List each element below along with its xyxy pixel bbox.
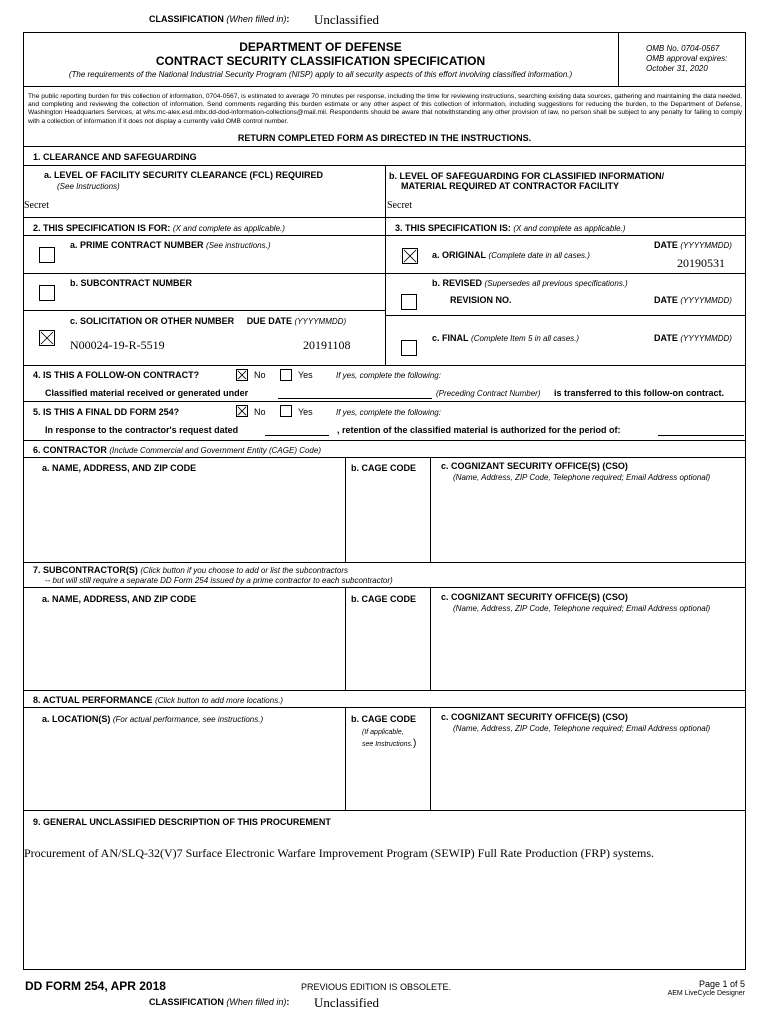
s5-yes-label: Yes (298, 407, 313, 417)
s4-preceding-contract-field[interactable] (278, 398, 432, 399)
divider (23, 146, 746, 147)
s3c-date-hint: (YYYYMMDD) (680, 334, 732, 343)
classification-colon: : (286, 997, 290, 1007)
s7c-label: c. COGNIZANT SECURITY OFFICE(S) (CSO) (441, 592, 628, 602)
s3c-hint: (Complete Item 5 in all cases.) (471, 334, 580, 343)
s6-title (33, 445, 321, 455)
omb-expires-date: October 31, 2020 (646, 64, 708, 73)
s1b-label-line1: b. LEVEL OF SAFEGUARDING FOR CLASSIFIED INFORMATION/ (389, 171, 665, 181)
divider (23, 365, 746, 366)
s7-title-text: 7. SUBCONTRACTOR(S) (33, 565, 138, 575)
s2-title-text: 2. THIS SPECIFICATION IS FOR: (33, 223, 171, 233)
divider (345, 587, 346, 690)
s3b-checkbox[interactable] (401, 294, 417, 310)
divider (23, 401, 746, 402)
s3a-checkbox[interactable] (402, 248, 418, 264)
s3c-label-text: c. FINAL (432, 333, 469, 343)
divider (385, 273, 746, 274)
form-title: CONTRACT SECURITY CLASSIFICATION SPECIFICATION (155, 54, 486, 68)
s2a-label (70, 240, 271, 250)
s3b-date-label: DATE (654, 295, 678, 305)
s3a-date-label: DATE (654, 240, 678, 250)
classification-value-top[interactable]: Unclassified (314, 12, 379, 27)
s8b-hint-paren: ) (412, 738, 417, 749)
s3c-date-header (654, 333, 732, 343)
classification-label-top (149, 14, 289, 24)
s4-no-checkbox[interactable] (236, 369, 248, 381)
s6-hint: (Include Commercial and Government Entity (CAGE) Code) (109, 446, 321, 455)
s7-title (33, 565, 348, 575)
s8a-location-field[interactable] (30, 728, 340, 804)
s8c-hint: (Name, Address, ZIP Code, Telephone required; Email Address optional) (453, 724, 711, 733)
s5-no-label: No (254, 407, 266, 417)
s2a-prime-contract-field[interactable] (66, 252, 376, 268)
divider (23, 310, 385, 311)
s6c-label: c. COGNIZANT SECURITY OFFICE(S) (CSO) (441, 461, 628, 471)
divider (23, 810, 746, 811)
s7c-cso-field[interactable] (436, 616, 741, 684)
s8b-label: b. CAGE CODE (351, 714, 417, 724)
s6a-contractor-field[interactable] (30, 478, 340, 556)
omb-number: OMB No. 0704-0567 (646, 44, 720, 53)
s1-title: 1. CLEARANCE AND SAFEGUARDING (33, 152, 197, 162)
s9-title: 9. GENERAL UNCLASSIFIED DESCRIPTION OF THIS PROCUREMENT (33, 817, 331, 827)
s2c-label-text: c. SOLICITATION OR OTHER NUMBER (70, 316, 235, 326)
s2c-due-hint: (YYYYMMDD) (294, 317, 347, 326)
divider (430, 587, 431, 690)
x-mark-icon (237, 406, 247, 416)
s2-title (33, 223, 285, 233)
s8-hint: (Click button to add more locations.) (155, 696, 284, 705)
classification-colon: : (286, 14, 290, 24)
s7b-cage-field[interactable] (350, 608, 426, 684)
s6c-hint: (Name, Address, ZIP Code, Telephone required; Email Address optional) (453, 473, 711, 482)
s3c-checkbox[interactable] (401, 340, 417, 356)
obsolete-notice: PREVIOUS EDITION IS OBSOLETE. (301, 982, 452, 992)
s3b-label-text: b. REVISED (432, 278, 483, 288)
s1b-label-line2: MATERIAL REQUIRED AT CONTRACTOR FACILITY (401, 181, 619, 191)
divider (23, 587, 746, 588)
divider (23, 562, 746, 563)
s5-retention-label: , retention of the classified material is authorized for the period of: (337, 425, 621, 435)
form-number: DD FORM 254, APR 2018 (25, 979, 166, 993)
s3a-date-hint: (YYYYMMDD) (680, 241, 732, 250)
s4-line-label: Classified material received or generated under (45, 388, 249, 398)
s2b-label: b. SUBCONTRACT NUMBER (70, 278, 192, 288)
header-divider (618, 32, 619, 86)
designer-tag: AEM LiveCycle Designer (667, 990, 745, 997)
s8-title-text: 8. ACTUAL PERFORMANCE (33, 695, 153, 705)
s2c-label (70, 316, 346, 326)
s7a-subcontractor-field[interactable] (30, 608, 340, 684)
s4-yes-label: Yes (298, 370, 313, 380)
s7a-label: a. NAME, ADDRESS, AND ZIP CODE (42, 594, 197, 604)
s7-hint2: -- but will still require a separate DD Form 254 issued by a prime contractor to each subcontractor) (45, 576, 393, 585)
s2a-hint: (See instructions.) (206, 241, 271, 250)
s3a-date-header (654, 240, 732, 250)
s6-title-text: 6. CONTRACTOR (33, 445, 107, 455)
s8a-label (42, 714, 263, 724)
s8c-cso-field[interactable] (436, 738, 741, 804)
s1b-safeguarding-field[interactable]: Secret (387, 200, 412, 211)
x-mark-icon (40, 331, 54, 345)
s7-hint: (Click button if you choose to add or list the subcontractors (140, 566, 349, 575)
s1a-fcl-field[interactable]: Secret (24, 200, 49, 211)
s4-title: 4. IS THIS A FOLLOW-ON CONTRACT? (33, 370, 200, 380)
s7c-hint: (Name, Address, ZIP Code, Telephone required; Email Address optional) (453, 604, 711, 613)
divider (345, 707, 346, 810)
divider (430, 457, 431, 562)
s8b-cage-field[interactable] (350, 752, 426, 804)
s5-request-label: In response to the contractor's request dated (45, 425, 239, 435)
s3c-date-label: DATE (654, 333, 678, 343)
s8b-hint-line1: (If applicable, (362, 729, 404, 736)
s3c-label (432, 333, 579, 343)
classification-label-text: CLASSIFICATION (149, 14, 224, 24)
divider (430, 707, 431, 810)
s4-yes-checkbox[interactable] (280, 369, 292, 381)
s5-yes-checkbox[interactable] (280, 405, 292, 417)
divider (385, 217, 386, 365)
s5-title: 5. IS THIS A FINAL DD FORM 254? (33, 407, 180, 417)
divider (23, 273, 385, 274)
s3b-revision-label: REVISION NO. (450, 295, 512, 305)
divider (385, 315, 746, 316)
s4-ifyes-hint: If yes, complete the following: (336, 371, 441, 380)
s1a-label: a. LEVEL OF FACILITY SECURITY CLEARANCE (FCL) REQUIRED (44, 170, 324, 180)
s4-transfer-text: is transferred to this follow-on contract. (554, 388, 725, 398)
s3-title (395, 223, 625, 233)
s4-no-label: No (254, 370, 266, 380)
s1b-label (389, 171, 664, 191)
s2c-due-label: DUE DATE (246, 316, 293, 326)
divider (23, 457, 746, 458)
s3b-date-header (654, 295, 732, 305)
classification-label-bottom (149, 997, 289, 1007)
s6b-label: b. CAGE CODE (351, 463, 417, 473)
divider (23, 86, 746, 87)
s5-retention-period-field[interactable] (658, 435, 744, 436)
s8a-label-text: a. LOCATION(S) (42, 714, 111, 724)
s2c-checkbox[interactable] (39, 330, 55, 346)
classification-value-bottom[interactable]: Unclassified (314, 995, 379, 1010)
s5-ifyes-hint: If yes, complete the following: (336, 408, 441, 417)
s3-title-text: 3. THIS SPECIFICATION IS: (395, 223, 511, 233)
s2a-label-text: a. PRIME CONTRACT NUMBER (70, 240, 204, 250)
s8b-hint-line2: see Instructions. (362, 741, 413, 748)
form-subtitle: (The requirements of the National Industrial Security Program (NISP) apply to all security aspects of this effort involving classified information.) (68, 70, 573, 79)
s8c-label: c. COGNIZANT SECURITY OFFICE(S) (CSO) (441, 712, 628, 722)
s3b-label (432, 278, 628, 288)
s2b-checkbox[interactable] (39, 285, 55, 301)
s1a-hint: (See Instructions) (57, 182, 120, 191)
s3a-date-field[interactable]: 20190531 (677, 256, 725, 270)
s6a-label: a. NAME, ADDRESS, AND ZIP CODE (42, 463, 197, 473)
s2-hint: (X and complete as applicable.) (172, 224, 285, 233)
divider (23, 235, 746, 236)
x-mark-icon (403, 249, 417, 263)
s4-preceding-hint: (Preceding Contract Number) (436, 389, 541, 398)
s3a-hint: (Complete date in all cases.) (488, 251, 590, 260)
s9-description-field[interactable]: Procurement of AN/SLQ-32(V)7 Surface Electronic Warfare Improvement Program (SEWIP) Full Rate Production (FRP) systems. (24, 846, 655, 860)
s8-title (33, 695, 283, 705)
s7b-label: b. CAGE CODE (351, 594, 417, 604)
s2c-solicitation-field[interactable]: N00024-19-R-5519 (70, 338, 165, 352)
divider (345, 457, 346, 562)
s8a-hint: (For actual performance, see instructions.) (112, 715, 264, 724)
s3a-label-text: a. ORIGINAL (432, 250, 487, 260)
burden-statement: The public reporting burden for this collection of information, 0704-0567, is estimated to average 70 minutes per response, including the time for reviewing instructions, searching existing data sources, gathering and maintaining the data needed, and completing and reviewing the collection of information. Send comments regarding this burden estimate or any other aspect of this collection of information, including suggestions for reducing the burden, to the Department of Defense, Washington Headquarters Services, at whs.mc-alex.esd.mbx.dd-dod-information-collections@mail.mil. Respondents should be aware that notwithstanding any other provision of law, no person shall be subject to any penalty for failing to comply with a collection of information if it does not display a currently valid OMB control number. (28, 93, 742, 125)
s3b-date-hint: (YYYYMMDD) (680, 296, 732, 305)
divider (23, 440, 746, 441)
s5-no-checkbox[interactable] (236, 405, 248, 417)
page-number: Page 1 of 5 (698, 979, 745, 989)
classification-label-text: CLASSIFICATION (149, 997, 224, 1007)
s8b-hint (362, 727, 416, 750)
s5-request-date-field[interactable] (265, 435, 329, 436)
s6c-cso-field[interactable] (436, 486, 741, 556)
s6b-cage-field[interactable] (350, 478, 426, 556)
s3-hint: (X and complete as applicable.) (513, 224, 626, 233)
s2c-due-date-field[interactable]: 20191108 (303, 338, 351, 352)
omb-expires-label: OMB approval expires: (646, 54, 728, 63)
s2a-checkbox[interactable] (39, 247, 55, 263)
classification-when-filled: (When filled in) (226, 997, 287, 1007)
divider (385, 165, 386, 217)
divider (23, 690, 746, 691)
classification-when-filled: (When filled in) (226, 14, 287, 24)
s2b-subcontract-field[interactable] (66, 292, 376, 308)
divider (23, 707, 746, 708)
dept-title: DEPARTMENT OF DEFENSE (239, 40, 402, 54)
s3a-label (432, 250, 590, 260)
omb-block (646, 44, 727, 74)
return-instructions: RETURN COMPLETED FORM AS DIRECTED IN THE INSTRUCTIONS. (237, 133, 532, 143)
x-mark-icon (237, 370, 247, 380)
s3b-hint: (Supersedes all previous specifications.) (484, 279, 628, 288)
